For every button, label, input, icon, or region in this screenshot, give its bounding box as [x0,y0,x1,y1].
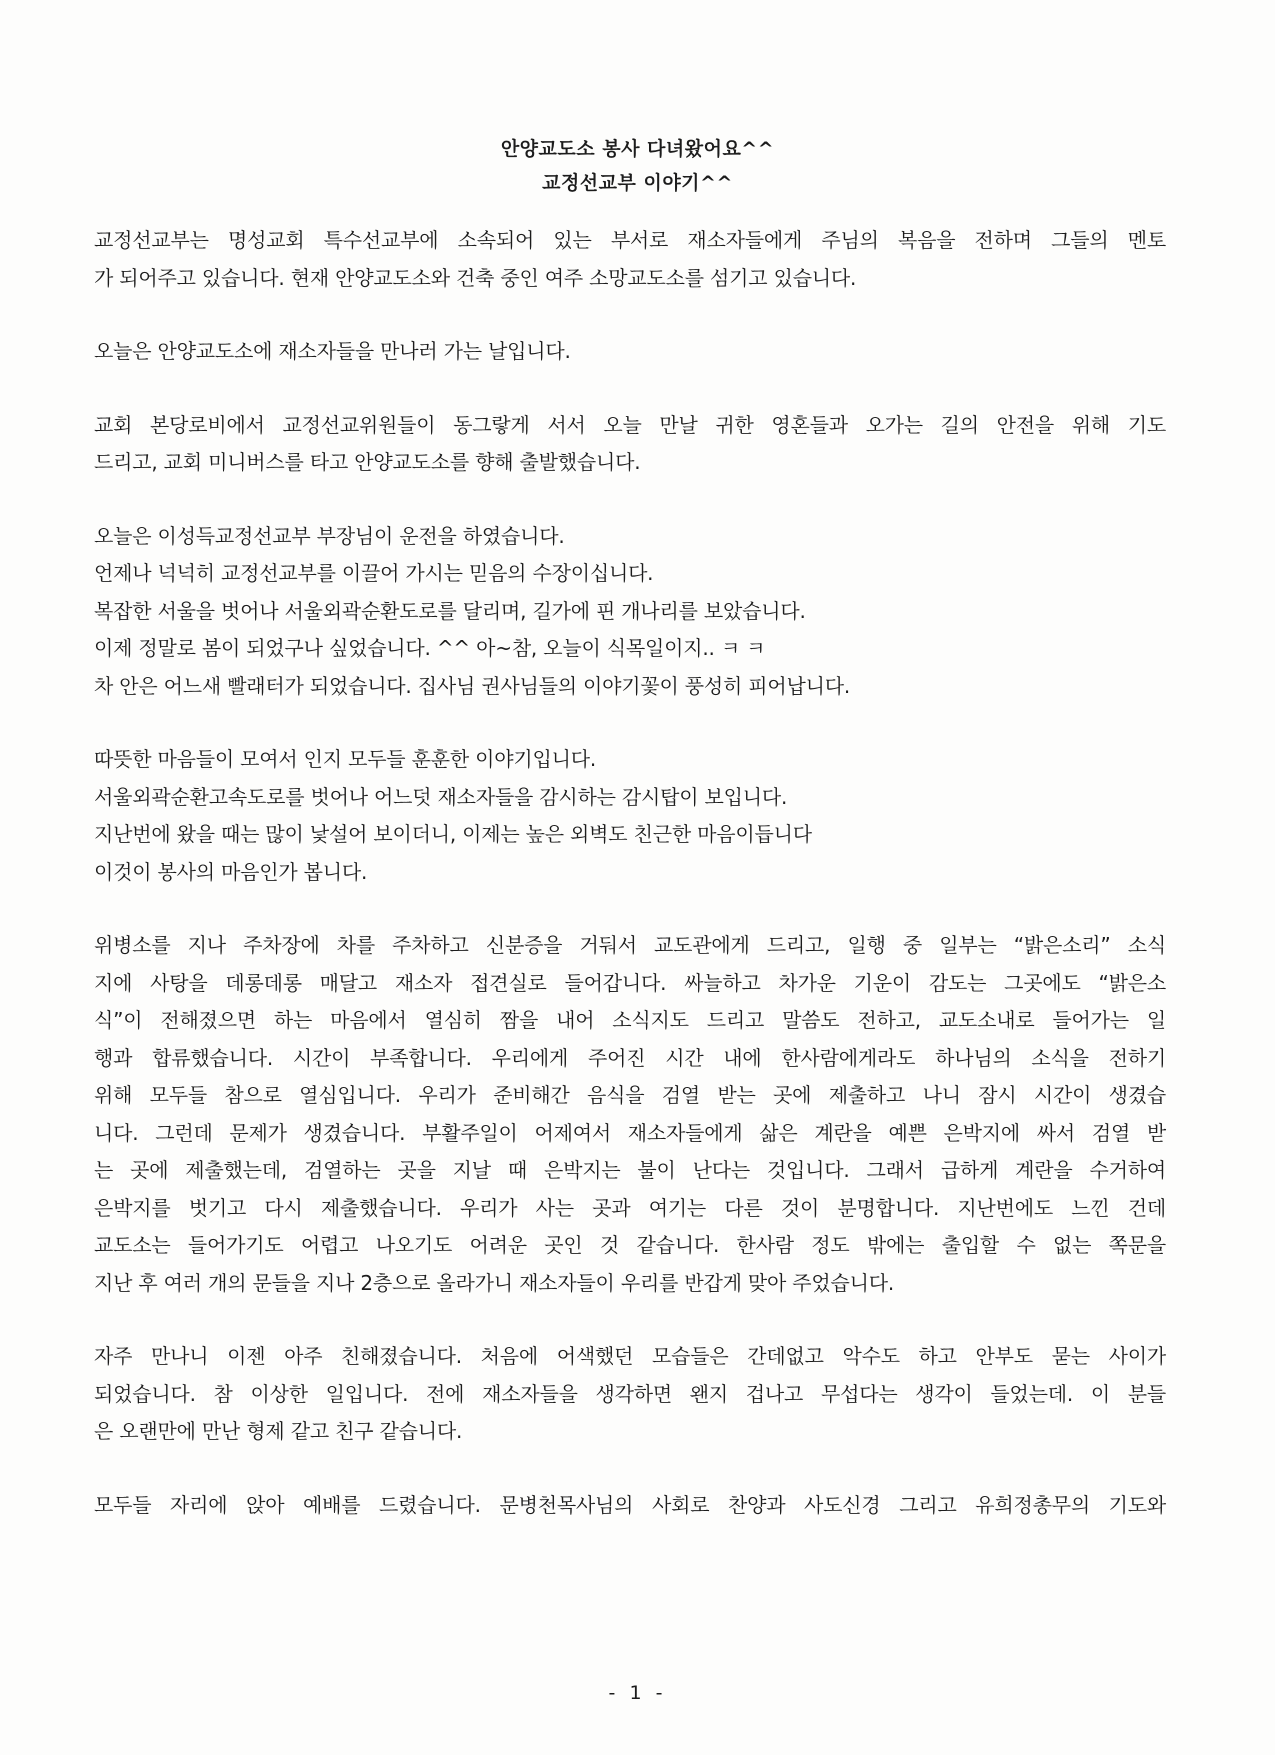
text-line: 서울외곽순환고속도로를 벗어나 어느덧 재소자들을 감시하는 감시탑이 보입니다. [94,784,788,809]
text-line: 모두들 자리에 앉아 예배를 드렸습니다. 문병천목사님의 사회로 찬양과 사도신경 그리고 유희정총무의 기도와 [94,1492,1166,1517]
text-line: 지난 후 여러 개의 문들을 지나 2층으로 올라가니 재소자들이 우리를 반갑게 맞아 주었습니다. [94,1270,895,1295]
title-block [0,132,1275,200]
text-line: 드리고, 교회 미니버스를 타고 안양교도소를 향해 출발했습니다. [94,450,641,474]
paragraph-today [94,333,1166,371]
text-line: 오늘은 이성득교정선교부 부장님이 운전을 하였습니다. [94,523,565,548]
title-line-2: 교정선교부 이야기^^ [542,172,733,194]
page-number: - 1 - [608,1682,667,1704]
text-line: 이것이 봉사의 마음인가 봅니다. [94,859,368,884]
text-line: 자주 만나니 이젠 아주 친해졌습니다. 처음에 어색했던 모습들은 간데없고 악수도 하고 안부도 묻는 사이가 [94,1344,1166,1368]
document-body [94,222,1166,1560]
text-line: 위병소를 지나 주차장에 차를 주차하고 신분증을 거둬서 교도관에게 드리고, 일행 중 일부는 “밝은소리” 소식 [94,933,1166,957]
paragraph-friends [94,1338,1166,1451]
text-line: 가 되어주고 있습니다. 현재 안양교도소와 건축 중인 여주 소망교도소를 섬기고 있습니다. [94,265,857,290]
text-line: 교도소는 들어가기도 어렵고 나오기도 어려운 곳인 것 같습니다. 한사람 정도 밖에는 출입할 수 없는 쪽문을 [94,1233,1166,1257]
text-line: 행과 합류했습니다. 시간이 부족합니다. 우리에게 주어진 시간 내에 한사람에게라도 하나님의 소식을 전하기 [94,1045,1166,1070]
text-line: 교정선교부는 명성교회 특수선교부에 소속되어 있는 부서로 재소자들에게 주님의 복음을 전하며 그들의 멘토 [94,228,1166,252]
text-line: 차 안은 어느새 빨래터가 되었습니다. 집사님 권사님들의 이야기꽃이 풍성히 피어납니다. [94,673,851,698]
paragraph-arrival [94,741,1166,891]
text-line: 언제나 넉넉히 교정선교부를 이끌어 가시는 믿음의 수장이십니다. [94,561,654,585]
text-line: 이제 정말로 봄이 되었구나 싶었습니다. ^^ 아~참, 오늘이 식목일이지.. ㅋ ㅋ [94,636,766,660]
text-line: 되었습니다. 참 이상한 일입니다. 전에 재소자들을 생각하면 왠지 겁나고 무섭다는 생각이 들었는데. 이 분들 [94,1381,1166,1406]
paragraph-worship [94,1487,1166,1525]
paragraph-entry [94,927,1166,1302]
text-line: 위해 모두들 참으로 열심입니다. 우리가 준비해간 음식을 검열 받는 곳에 제출하고 나니 잠시 시간이 생겼습 [94,1083,1166,1107]
title-line-1: 안양교도소 봉사 다녀왔어요^^ [500,138,775,160]
text-line: 지에 사탕을 데롱데롱 매달고 재소자 접견실로 들어갑니다. 싸늘하고 차가운 기운이 감도는 그곳에도 “밝은소 [94,970,1166,995]
text-line: 니다. 그런데 문제가 생겼습니다. 부활주일이 어제여서 재소자들에게 삶은 계란을 예쁜 은박지에 싸서 검열 받 [94,1120,1166,1145]
text-line: 식”이 전해졌으면 하는 마음에서 열심히 짬을 내어 소식지도 드리고 말씀도 전하고, 교도소내로 들어가는 일 [94,1008,1166,1032]
text-line: 는 곳에 제출했는데, 검열하는 곳을 지날 때 은박지는 불이 난다는 것입니다. 그래서 급하게 계란을 수거하여 [94,1158,1166,1182]
text-line: 따뜻한 마음들이 모여서 인지 모두들 훈훈한 이야기입니다. [94,747,596,771]
text-line: 은박지를 벗기고 다시 제출했습니다. 우리가 사는 곳과 여기는 다른 것이 분명합니다. 지난번에도 느낀 건데 [94,1195,1166,1220]
paragraph-intro [94,222,1166,297]
text-line: 은 오랜만에 만난 형제 같고 친구 같습니다. [94,1419,463,1443]
paragraph-prayer [94,407,1166,482]
text-line: 복잡한 서울을 벗어나 서울외곽순환도로를 달리며, 길가에 핀 개나리를 보았습니다. [94,598,806,623]
text-line: 오늘은 안양교도소에 재소자들을 만나러 가는 날입니다. [94,339,571,363]
text-line: 지난번에 왔을 때는 많이 낯설어 보이더니, 이제는 높은 외벽도 친근한 마음이듭니다 [94,822,812,846]
text-line: 교회 본당로비에서 교정선교위원들이 동그랗게 서서 오늘 만날 귀한 영혼들과 오가는 길의 안전을 위해 기도 [94,412,1166,437]
paragraph-drive [94,518,1166,706]
